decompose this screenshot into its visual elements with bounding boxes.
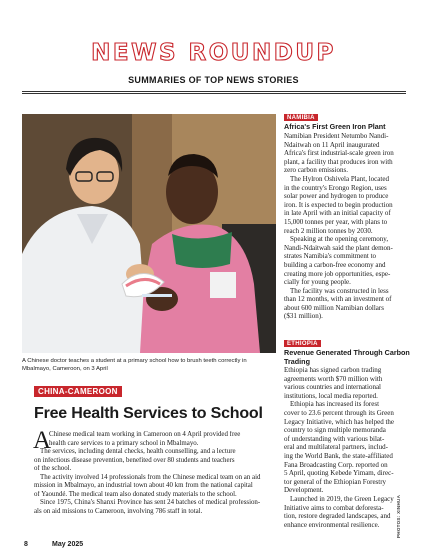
body-line: ing the World Bank, the state-affiliated	[284, 451, 393, 460]
body-line: institutions, local media reported.	[284, 391, 378, 400]
body-line: in late April with an initial capacity of	[284, 209, 391, 218]
body-line: health care services to a primary school in Mbalmayo.	[49, 439, 199, 447]
body-line: eral and multilateral partners, includ-	[284, 443, 388, 452]
body-line: on infectious disease prevention, benefited over 80 students and teachers	[34, 456, 235, 464]
section-tag-namibia: NAMIBIA	[284, 114, 318, 121]
body-line: 5 April, quoting Kebede Yimam, direc-	[284, 469, 394, 478]
body-line: Speaking at the opening ceremony,	[290, 235, 389, 244]
caption-line: Mbalmayo, Cameroon, on 3 April	[22, 366, 108, 372]
body-line: about 600 million Namibian dollars	[284, 303, 384, 312]
caption-line: A Chinese doctor teaches a student at a primary school how to brush teeth correctly in	[22, 358, 247, 364]
ethiopia-body	[284, 366, 410, 529]
body-line: The activity involved 14 professionals from the Chinese medical team on an aid	[40, 473, 261, 481]
body-line: tion, restore degraded landscapes, and	[284, 512, 391, 521]
body-line: of understanding with various bilat-	[284, 434, 385, 443]
body-line: iron. It is expected to begin production	[284, 200, 393, 209]
body-line: than 12 months, with an investment of	[284, 295, 392, 304]
body-line: Ndaitwah on 11 April inaugurated	[284, 140, 380, 149]
dropcap: A	[33, 427, 52, 454]
body-line: solar power and hydrogen to produce	[284, 192, 389, 201]
header-rule-thin	[22, 93, 406, 94]
body-line: Development.	[284, 486, 324, 495]
body-line: in the country's Erongo Region, uses	[284, 183, 387, 192]
namibia-headline: Africa's First Green Iron Plant	[284, 122, 386, 131]
issue-date: May 2025	[52, 541, 84, 548]
news-photo	[22, 114, 276, 353]
body-line: als on aid missions to Cameroon, involving 786 staff in total.	[34, 507, 203, 515]
masthead-subtitle: SUMMARIES OF TOP NEWS STORIES	[128, 75, 299, 85]
body-line: building a carbon-free economy and	[284, 260, 386, 269]
body-line: reach 2 million tonnes by 2030.	[284, 226, 373, 235]
body-line: Namibian President Netumbo Nandi-	[284, 132, 389, 140]
ethiopia-headline: Revenue Generated Through Carbon Trading	[284, 348, 410, 366]
body-line: Since 1975, China's Shanxi Province has sent 24 batches of medical profession-	[40, 499, 261, 507]
body-line: plant, a facility that produces iron with	[284, 157, 393, 166]
body-line: tor general of the Ethiopian Forestry	[284, 477, 387, 486]
body-line: ($31 million).	[284, 312, 323, 321]
body-line: cover to 23.6 percent through its Green	[284, 408, 394, 417]
photo-caption	[22, 357, 276, 373]
body-line: enhance environmental resilience.	[284, 520, 380, 529]
section-tag-ethiopia: ETHIOPIA	[284, 340, 321, 347]
body-line: The services, including dental checks, health counselling, and a lecture	[40, 448, 236, 456]
body-line: Nandi-Ndaitwah said the plant demon-	[284, 243, 393, 252]
masthead-title: NEWS ROUNDUP	[91, 40, 336, 66]
body-line: cially for young people.	[284, 278, 351, 287]
body-line: various countries and international	[284, 383, 381, 392]
page-number: 8	[24, 541, 28, 548]
body-line: Ethiopia has increased its forest	[290, 400, 380, 409]
body-line: of Yaoundé. The medical team also donated study materials to the school.	[34, 490, 237, 498]
body-line: agreements worth $70 million with	[284, 374, 383, 383]
body-line: Fana Broadcasting Corp. reported on	[284, 460, 388, 469]
main-story-body	[33, 427, 279, 516]
body-line: Chinese medical team working in Cameroon on 4 April provided free	[49, 431, 241, 438]
namibia-body	[284, 132, 410, 321]
body-line: country to sign multiple memoranda	[284, 426, 386, 435]
body-line: Launched in 2019, the Green Legacy	[290, 494, 394, 503]
body-line: Ethiopia has signed carbon trading	[284, 366, 382, 374]
body-line: 15,000 tonnes per year, with plans to	[284, 217, 388, 226]
body-line: mission in Mbalmayo, an industrial town about 40 km from the national capital	[34, 482, 253, 490]
body-line: zero carbon emissions.	[284, 166, 348, 175]
section-tag-china-cameroon: CHINA-CAMEROON	[34, 386, 122, 397]
body-line: of the school.	[34, 465, 72, 473]
body-line: The Hylron Oshivela Plant, located	[290, 174, 389, 183]
body-line: Initiative aims to combat deforesta-	[284, 503, 384, 512]
body-line: creating more job opportunities, espe-	[284, 269, 391, 278]
header-rule	[22, 91, 406, 92]
photo-credit: PHOTOS: XINHUA	[396, 494, 401, 538]
body-line: Legacy Initiative, which has helped the	[284, 417, 395, 426]
body-line: Africa's first industrial-scale green iron	[284, 149, 394, 158]
body-line: The facility was constructed in less	[290, 286, 389, 295]
body-line: strates Namibia's commitment to	[284, 252, 377, 261]
main-headline: Free Health Services to School	[34, 405, 263, 422]
